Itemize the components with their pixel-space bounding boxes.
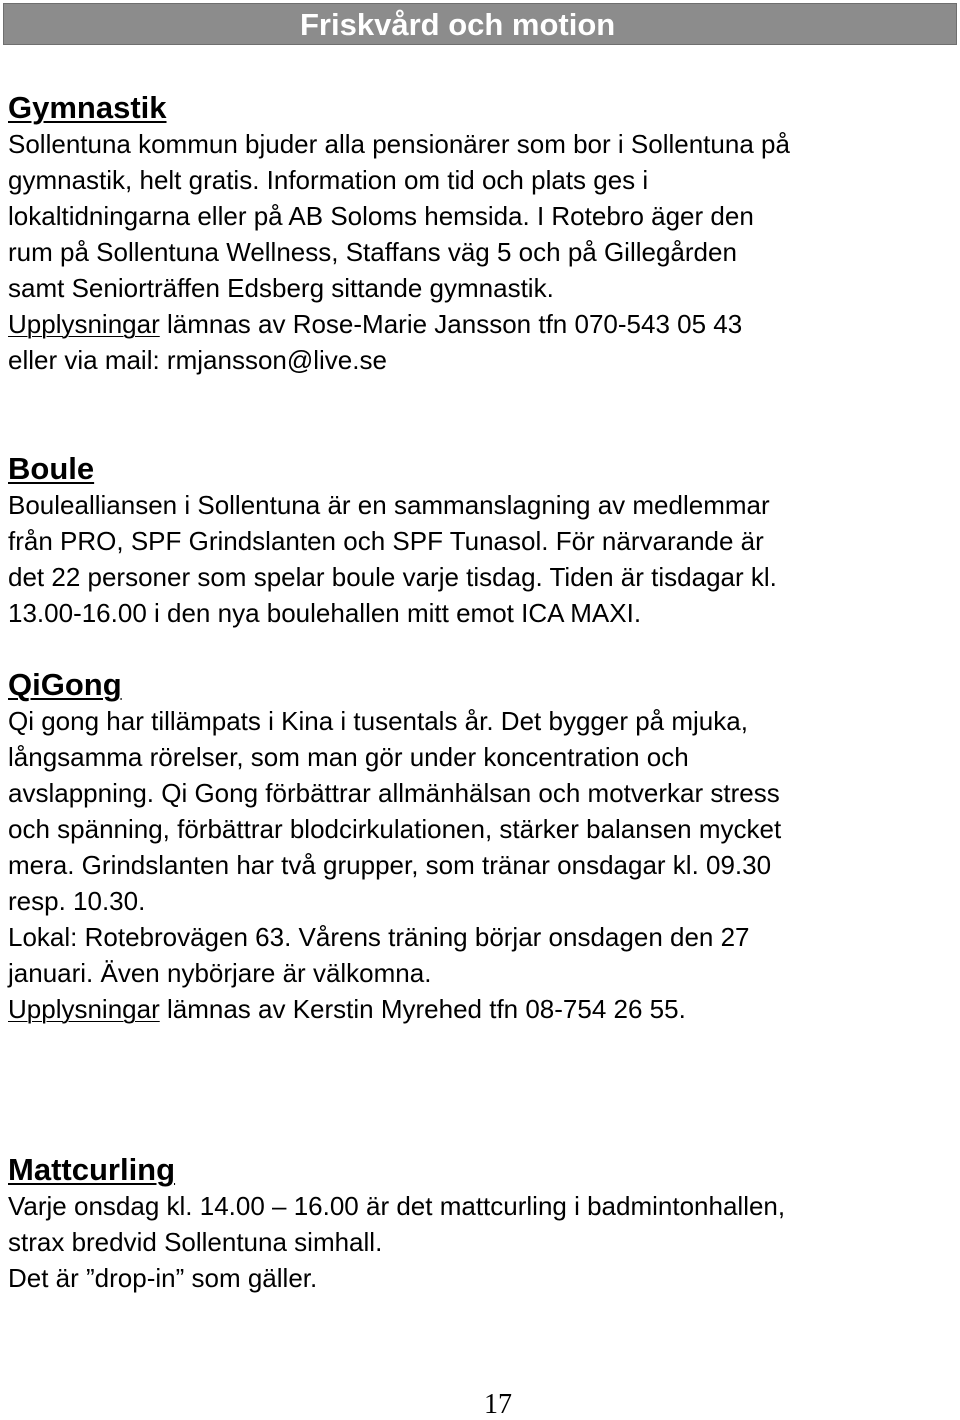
qigong-contact-label: Upplysningar (8, 994, 160, 1024)
section-mattcurling (8, 1152, 952, 1296)
heading-gymnastik: Gymnastik (8, 90, 167, 125)
qigong-body: Qi gong har tillämpats i Kina i tusentals år. Det bygger på mjuka, långsamma rörelser, som man gör under koncentration och avslappning. Qi Gong förbättrar allmänhälsan och motverkar stress och spänning, förbättrar blodcirkulationen, stärker balansen mycket mera. Grindslanten har två grupper, som tränar onsdagar kl. 09.30 resp. 10.30. Lokal: Rotebrovägen 63. Vårens träning börjar onsdagen den 27 januari. Även nybörjare är välkomna. (8, 706, 782, 988)
page-number: 17 (484, 1389, 512, 1420)
section-boule (8, 451, 952, 631)
qigong-contact-text: lämnas av Kerstin Myrehed tfn 08-754 26 55. (159, 994, 686, 1024)
boule-body: Boulealliansen i Sollentuna är en sammanslagning av medlemmar från PRO, SPF Grindslanten och SPF Tunasol. För närvarande är det 22 personer som spelar boule varje tisdag. Tiden är tisdagar kl. 13.00-16.00 i den nya boulehallen mitt emot ICA MAXI. (8, 490, 777, 628)
gymnastik-contact-text: lämnas av Rose-Marie Jansson tfn 070-543 05 43 (159, 309, 743, 339)
qigong-contact (8, 991, 952, 1027)
gymnastik-contact-label: Upplysningar (8, 309, 160, 339)
heading-mattcurling: Mattcurling (8, 1152, 176, 1187)
heading-qigong: QiGong (8, 667, 122, 702)
section-qigong (8, 667, 952, 1027)
mattcurling-body: Varje onsdag kl. 14.00 – 16.00 är det mattcurling i badmintonhallen, strax bredvid Sollentuna simhall. Det är ”drop-in” som gäller. (8, 1191, 786, 1293)
heading-boule: Boule (8, 451, 95, 486)
gymnastik-body: Sollentuna kommun bjuder alla pensionärer som bor i Sollentuna på gymnastik, helt gratis. Information om tid och plats ges i lokaltidningarna eller på AB Soloms hemsida. I Rotebro äger den rum på Sollentuna Wellness, Staffans väg 5 och på Gillegården samt Seniorträffen Edsberg sittande gymnastik. (8, 129, 790, 303)
gymnastik-contact (8, 306, 952, 342)
page-title: Friskvård och motion (300, 7, 616, 42)
gymnastik-contact-email: eller via mail: rmjansson@live.se (8, 345, 387, 375)
title-bar (3, 3, 957, 45)
section-gymnastik (8, 90, 952, 378)
